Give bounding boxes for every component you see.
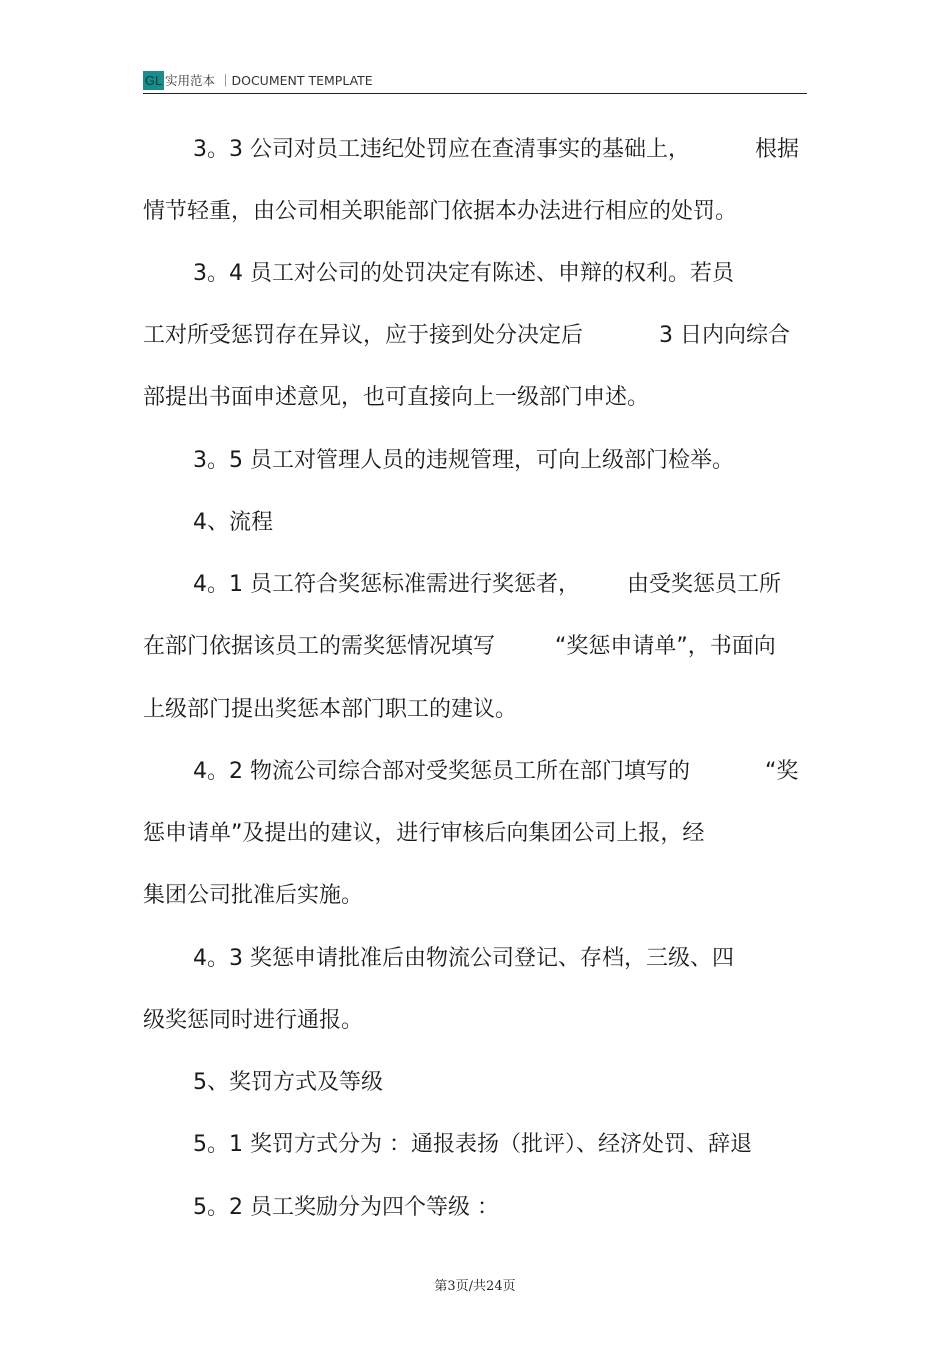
text-line: 4。2 物流公司综合部对受奖惩员工所在部门填写的 “奖 xyxy=(193,759,799,784)
header-title: 实用范本 ｜DOCUMENT TEMPLATE xyxy=(165,73,373,88)
text-line: 4。3 奖惩申请批准后由物流公司登记、存档，三级、四 xyxy=(193,946,734,971)
text-line: 部提出书面申述意见，也可直接向上一级部门申述。 xyxy=(143,385,650,410)
text-line: 3。3 公司对员工违纪处罚应在查清事实的基础上， 根据 xyxy=(193,137,800,162)
text-line: 3。5 员工对管理人员的违规管理，可向上级部门检举。 xyxy=(193,448,734,473)
page-number: 第3页/共24页 xyxy=(434,1279,516,1294)
page-header xyxy=(143,70,807,94)
section-heading: 4、流程 xyxy=(193,510,273,535)
text-line: 惩申请单”及提出的建议，进行审核后向集团公司上报，经 xyxy=(143,821,705,846)
section-heading: 5、奖罚方式及等级 xyxy=(193,1070,383,1095)
text-line: 上级部门提出奖惩本部门职工的建议。 xyxy=(143,697,518,722)
text-line: 5。2 员工奖励分为四个等级 ： xyxy=(193,1195,499,1220)
text-line: 在部门依据该员工的需奖惩情况填写 “奖惩申请单”，书面向 xyxy=(143,634,776,659)
text-line: 级奖惩同时进行通报。 xyxy=(143,1008,364,1033)
text-line: 工对所受惩罚存在异议，应于接到处分决定后 3 日内向综合 xyxy=(143,323,790,348)
text-line: 情节轻重，由公司相关职能部门依据本办法进行相应的处罚。 xyxy=(143,199,738,224)
text-line: 集团公司批准后实施。 xyxy=(143,883,364,908)
text-line: 4。1 员工符合奖惩标准需进行奖惩者， 由受奖惩员工所 xyxy=(193,572,782,597)
text-line: 5。1 奖罚方式分为 ：通报表扬（批评）、经济处罚、辞退 xyxy=(193,1132,752,1157)
logo: GL xyxy=(144,73,163,88)
text-line: 3。4 员工对公司的处罚决定有陈述、申辩的权利。若员 xyxy=(193,261,734,286)
